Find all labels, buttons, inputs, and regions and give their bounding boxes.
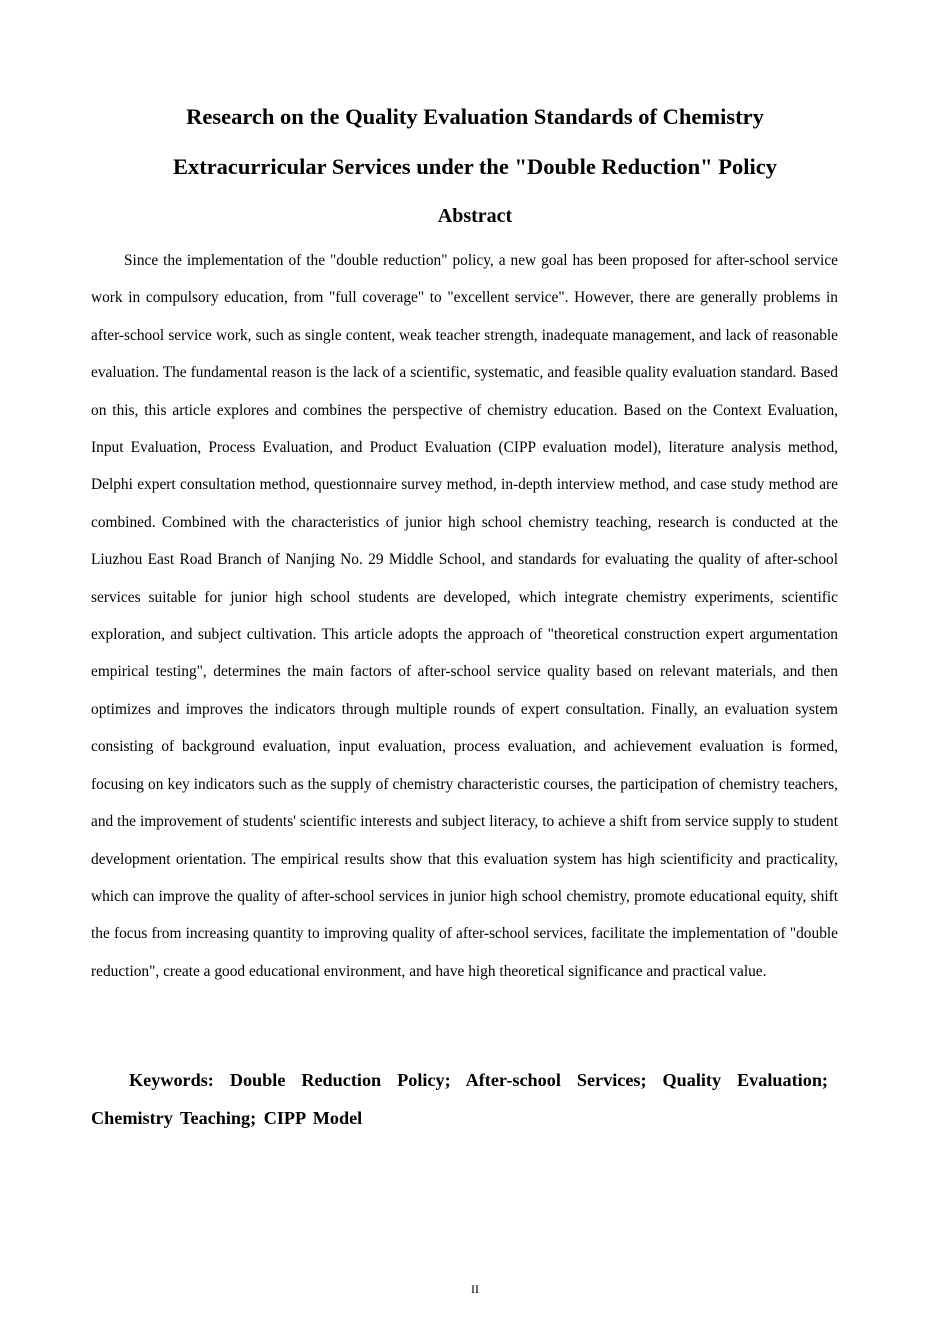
title-line-2: Extracurricular Services under the "Double Reduction" Policy <box>172 154 778 179</box>
keywords: Keywords: Double Reduction Policy; After-school Services; Quality Evaluation; Chemistry Teaching; CIPP Model <box>91 1070 828 1128</box>
page-number: II <box>471 1282 479 1296</box>
title-line-1: Research on the Quality Evaluation Standards of Chemistry <box>186 104 764 129</box>
abstract-body: Since the implementation of the "double reduction" policy, a new goal has been proposed for after-school service work in compulsory education, from "full coverage" to "excellent service". However, there are generally problems in after-school service work, such as single content, weak teacher strength, inadequate management, and lack of reasonable evaluation. The fundamental reason is the lack of a scientific, systematic, and feasible quality evaluation standard. Based on this, this article explores and combines the perspective of chemistry education. Based on the Context Evaluation, Input Evaluation, Process Evaluation, and Product Evaluation (CIPP evaluation model), literature analysis method, Delphi expert consultation method, questionnaire survey method, in-depth interview method, and case study method are combined. Combined with the characteristics of junior high school chemistry teaching, research is conducted at the Liuzhou East Road Branch of Nanjing No. 29 Middle School, and standards for evaluating the quality of after-school services suitable for junior high school students are developed, which integrate chemistry experiments, scientific exploration, and subject cultivation. This article adopts the approach of "theoretical construction expert argumentation empirical testing", determines the main factors of after-school service quality based on relevant materials, and then optimizes and improves the indicators through multiple rounds of expert consultation. Finally, an evaluation system consisting of background evaluation, input evaluation, process evaluation, and achievement evaluation is formed, focusing on key indicators such as the supply of chemistry characteristic courses, the participation of chemistry teachers, and the improvement of students' scientific interests and subject literacy, to achieve a shift from service supply to student development orientation. The empirical results show that this evaluation system has high scientificity and practicality, which can improve the quality of after-school services in junior high school chemistry, promote educational equity, shift the focus from increasing quantity to improving quality of after-school services, facilitate the implementation of "double reduction", create a good educational environment, and have high theoretical significance and practical value. <box>91 252 838 980</box>
abstract-heading: Abstract <box>437 205 513 227</box>
